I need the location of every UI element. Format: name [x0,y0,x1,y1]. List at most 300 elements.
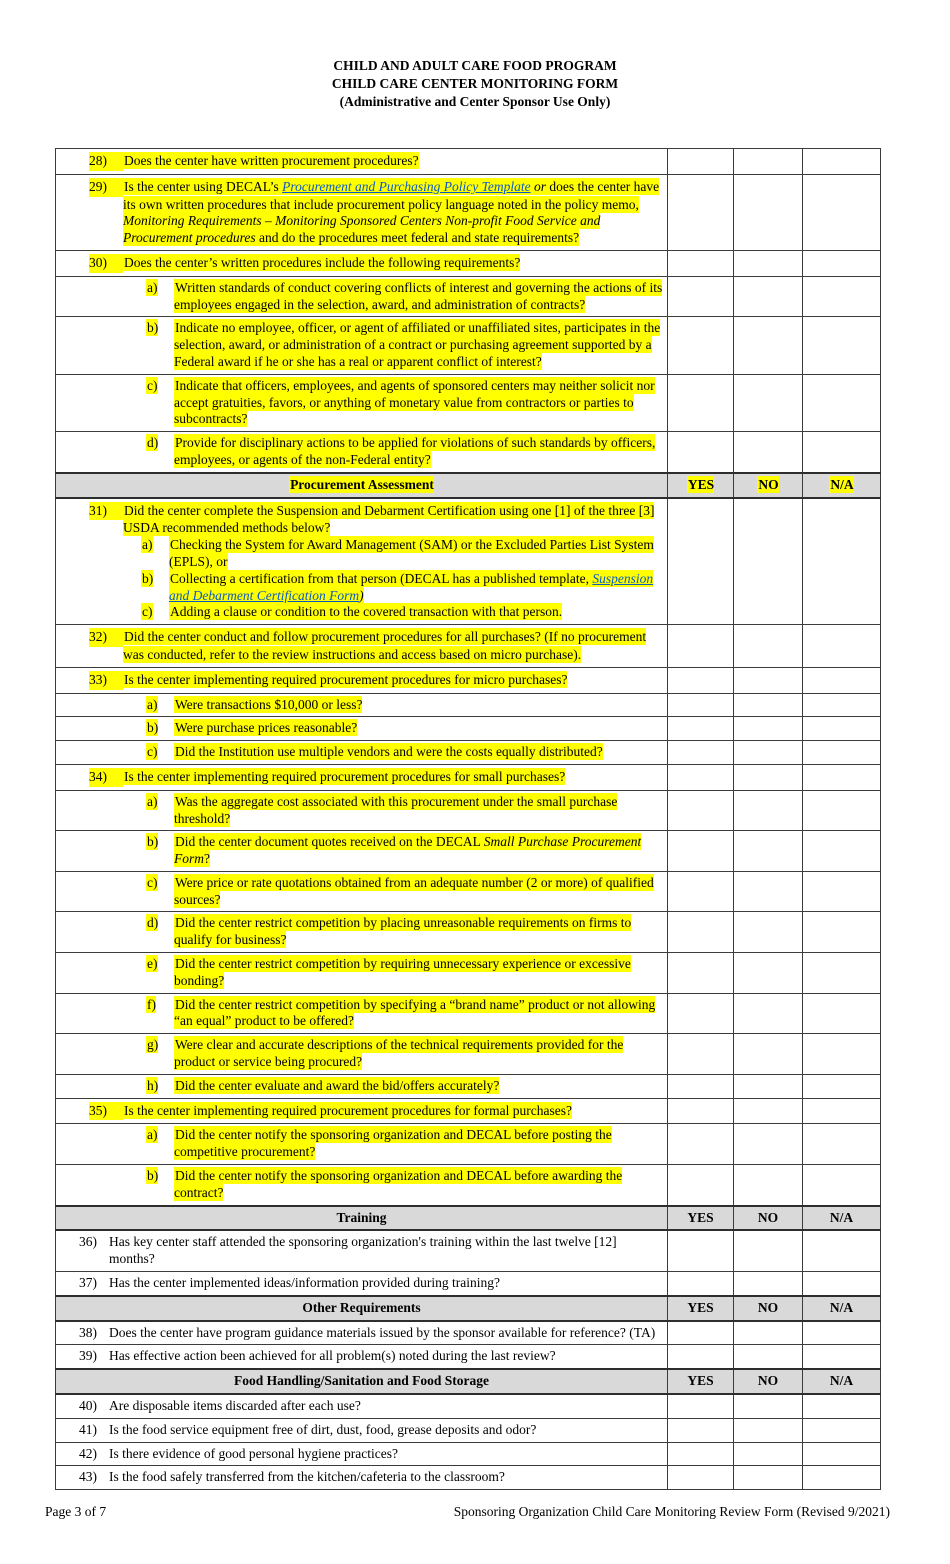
answer-cell-na [803,993,881,1034]
item-number: a) [142,537,153,553]
question-text-segment: Were purchase prices reasonable? [175,720,358,736]
question-cell [56,1074,668,1098]
question-text-segment: does the center have its own written procedures that include procurement policy language noted in the policy memo, [123,178,660,212]
table-row [56,667,881,693]
item-number: 40) [79,1398,97,1414]
answer-column-header-no: NO [734,1369,803,1394]
table-row [56,317,881,374]
question-text-segment: or [533,178,546,194]
question-text [174,996,655,1030]
question-text [109,1469,505,1484]
section-title-cell [56,1369,668,1394]
answer-cell-no [734,276,803,317]
item-number: 36) [79,1234,97,1250]
item-number: 39) [79,1348,97,1364]
table-row [56,764,881,790]
item-number: b) [147,834,159,850]
question-text-segment: Written standards of conduct covering conflicts of interest and governing the actions of its employees engaged in the selection, award, and administration of contracts? [174,279,663,312]
question-text [109,1348,556,1363]
answer-cell-yes [668,498,734,625]
question-text [123,178,659,246]
item-number: d) [147,915,159,931]
answer-cell-yes [668,250,734,276]
question-text-segment: Indicate no employee, officer, or agent of affiliated or unaffiliated sites, participates in the selection, award, or administration of a contract or purchasing agreement supported by a Federal award if he or she has a real or apparent conflict of interest? [174,320,661,369]
answer-cell-yes [668,717,734,741]
table-row [56,1466,881,1490]
answer-cell-yes [668,1442,734,1466]
question-text-segment: Is the center implementing required procurement procedures for micro purchases? [124,671,568,687]
question-cell [56,1321,668,1345]
question-line [61,997,663,1031]
answer-cell-na [803,717,881,741]
table-row [56,693,881,717]
question-text [174,696,362,713]
question-cell [56,1466,668,1490]
question-line [61,1037,663,1071]
answer-column-header-na: N/A [803,1296,881,1321]
question-text [174,1167,622,1201]
item-number: d) [147,435,159,451]
footer-form-name: Sponsoring Organization Child Care Monitoring Review Form (Revised 9/2021) [453,1504,890,1520]
question-line [61,378,663,428]
question-text [123,254,520,271]
answer-cell-no [734,250,803,276]
answer-cell-na [803,1321,881,1345]
answer-cell-yes [668,1074,734,1098]
answer-cell-na [803,871,881,912]
hyperlink[interactable]: Procurement and Purchasing Policy Template [282,178,531,194]
question-text-segment: Did the center restrict competition by specifying a “brand name” product or not allowing “an equal” product to be offered? [174,996,656,1029]
question-line [61,1422,663,1439]
question-cell [56,1124,668,1165]
question-line [61,320,663,370]
question-text-segment: Does the center’s written procedures include the following requirements? [124,254,521,270]
question-cell [56,1098,668,1124]
answer-column-header-yes: YES [668,1206,734,1231]
answer-cell-yes [668,741,734,765]
question-text [174,743,603,760]
question-text [123,628,646,663]
item-number: c) [147,874,158,890]
question-cell [56,831,668,872]
item-number: f) [147,996,156,1012]
table-row [56,741,881,765]
answer-cell-yes [668,276,734,317]
answer-cell-no [734,1442,803,1466]
question-cell [56,1442,668,1466]
question-text-segment: Is the center implementing required procurement procedures for small purchases? [124,768,566,784]
answer-cell-no [734,993,803,1034]
table-row [56,432,881,473]
table-row [56,374,881,431]
table-row [56,1034,881,1075]
form-table-body [56,149,881,1490]
section-title: Other Requirements [302,1299,421,1315]
question-cell [56,1272,668,1296]
answer-cell-no [734,374,803,431]
question-cell [56,317,668,374]
question-text-segment: Indicate that officers, employees, and agents of sponsored centers may neither solicit nor accept gratuities, favors, or anything of monetary value from contractors or parties to subcontracts? [174,377,655,427]
question-text-segment: Was the aggregate cost associated with this procurement under the small purchase threshold? [174,793,618,826]
item-number: b) [147,720,159,736]
question-cell [56,1345,668,1369]
question-text [109,1446,398,1461]
table-row [56,1074,881,1098]
answer-cell-yes [668,149,734,175]
answer-cell-yes [668,432,734,473]
question-text [174,955,631,989]
question-text-segment: Is there evidence of good personal hygiene practices? [109,1445,398,1461]
table-row [56,1442,881,1466]
question-cell [56,432,668,473]
table-row [56,1345,881,1369]
answer-cell-no [734,625,803,668]
answer-cell-na [803,250,881,276]
answer-cell-no [734,912,803,953]
hyperlink[interactable]: Suspension and Debarment Certification Form [169,570,654,603]
section-title: Training [336,1209,387,1225]
answer-cell-na [803,317,881,374]
answer-cell-na [803,1165,881,1206]
section-header-row [56,473,881,498]
item-number: 32) [89,628,123,647]
answer-cell-na [803,667,881,693]
table-row [56,250,881,276]
table-row [56,831,881,872]
question-line [61,1325,663,1342]
question-text [174,279,662,313]
question-text-segment: Is the center using DECAL’s [124,178,283,194]
answer-cell-no [734,174,803,250]
question-text [123,502,654,537]
question-text-segment: ? [204,851,210,867]
question-cell [56,953,668,994]
question-text [174,833,641,867]
answer-cell-na [803,741,881,765]
answer-cell-na [803,276,881,317]
table-row [56,790,881,831]
question-line [61,1348,663,1365]
answer-cell-yes [668,667,734,693]
answer-cell-no [734,693,803,717]
question-text-segment: Were transactions $10,000 or less? [175,696,363,712]
answer-cell-no [734,1230,803,1271]
question-cell [56,1034,668,1075]
answer-cell-no [734,149,803,175]
question-cell [56,717,668,741]
item-number: e) [147,956,158,972]
question-line [61,280,663,314]
item-number: c) [142,604,153,620]
question-cell [56,149,668,175]
answer-cell-yes [668,1165,734,1206]
question-text [174,914,631,948]
answer-cell-yes [668,831,734,872]
question-cell [56,374,668,431]
answer-cell-no [734,1165,803,1206]
question-cell [56,764,668,790]
question-line [61,834,663,868]
question-text-segment: Has the center implemented ideas/information provided during training? [109,1275,501,1291]
question-text-segment: Collecting a certification from that person (DECAL has a published template, [170,570,593,586]
question-text-segment: Did the center conduct and follow procurement procedures for all purchases? (If no procurement was conducted, refer to the review instructions and access based on micro purchase). [123,629,647,662]
item-number: 31) [89,502,123,521]
section-title-cell [56,473,668,498]
question-text [169,603,562,620]
question-line [61,152,663,171]
item-number: 43) [79,1469,97,1485]
page-footer [45,1504,890,1520]
answer-cell-yes [668,625,734,668]
question-text [174,719,357,736]
table-row [56,1394,881,1418]
question-text-segment: Were price or rate quotations obtained from an adequate number (2 or more) of qualified sources? [174,874,654,907]
question-text-segment: ) [359,587,364,603]
question-text-segment: Did the center complete the Suspension and Debarment Certification using one [1] of the three [3] USDA recommended methods below? [123,502,655,536]
question-line [61,537,663,571]
question-cell [56,1418,668,1442]
answer-cell-na [803,174,881,250]
question-text [109,1325,655,1340]
answer-cell-yes [668,912,734,953]
answer-cell-na [803,693,881,717]
question-text-segment: Small Purchase Procurement Form [174,834,642,867]
table-row [56,1230,881,1271]
question-text-segment: Adding a clause or condition to the covered transaction with that person. [170,604,563,620]
answer-cell-na [803,625,881,668]
question-line [61,435,663,469]
question-line [61,1127,663,1161]
question-text [123,671,567,688]
table-row [56,1098,881,1124]
question-line [61,768,663,787]
question-text [123,1102,572,1119]
answer-cell-yes [668,1124,734,1165]
answer-cell-na [803,1466,881,1490]
answer-cell-na [803,790,881,831]
program-title: CHILD AND ADULT CARE FOOD PROGRAM [333,58,617,73]
question-text [123,768,565,785]
form-title: CHILD CARE CENTER MONITORING FORM [331,76,619,91]
question-line [61,571,663,605]
question-text [174,793,617,827]
question-text-segment: Is the food service equipment free of dirt, dust, food, grease deposits and odor? [109,1421,537,1437]
answer-cell-no [734,1034,803,1075]
question-text [174,1126,612,1160]
answer-cell-na [803,1124,881,1165]
question-line [61,1102,663,1121]
question-text-segment: Are disposable items discarded after each use? [109,1398,361,1414]
answer-cell-yes [668,1272,734,1296]
section-title-cell [56,1296,668,1321]
item-number: 33) [89,671,123,690]
question-cell [56,693,668,717]
question-text-segment: and do the procedures meet federal and state requirements? [255,230,580,246]
form-subtitle: (Administrative and Center Sponsor Use Only) [339,94,611,109]
item-number: c) [147,744,158,760]
answer-column-header-yes: YES [668,1296,734,1321]
answer-cell-na [803,764,881,790]
question-cell [56,498,668,625]
item-number: b) [147,320,159,336]
item-number: a) [147,793,158,809]
page-number: Page 3 of 7 [45,1504,107,1520]
question-line [61,671,663,690]
item-number: 29) [89,178,123,197]
answer-cell-no [734,790,803,831]
answer-cell-na [803,374,881,431]
answer-cell-yes [668,1394,734,1418]
answer-cell-na [803,1442,881,1466]
question-line [61,1168,663,1202]
question-cell [56,250,668,276]
question-cell [56,276,668,317]
answer-cell-yes [668,1230,734,1271]
question-text-segment: Checking the System for Award Management (SAM) or the Excluded Parties List System (EPLS), or [169,537,654,569]
question-line [61,875,663,909]
answer-cell-no [734,667,803,693]
question-text [109,1275,500,1290]
table-row [56,276,881,317]
question-line [61,915,663,949]
answer-cell-no [734,1418,803,1442]
item-number: 37) [79,1275,97,1291]
question-cell [56,625,668,668]
item-number: 28) [89,152,123,171]
answer-cell-na [803,1394,881,1418]
section-title: Food Handling/Sanitation and Food Storage [233,1373,490,1389]
answer-cell-no [734,1345,803,1369]
answer-cell-yes [668,174,734,250]
section-header-row [56,1369,881,1394]
answer-cell-na [803,432,881,473]
answer-cell-na [803,149,881,175]
item-number: g) [147,1037,159,1053]
question-cell [56,1165,668,1206]
answer-cell-yes [668,693,734,717]
answer-cell-no [734,1074,803,1098]
question-line [61,502,663,538]
answer-cell-no [734,717,803,741]
answer-cell-no [734,831,803,872]
answer-cell-yes [668,764,734,790]
answer-column-header-na: N/A [803,1369,881,1394]
question-text [174,377,655,428]
table-row [56,1418,881,1442]
question-cell [56,174,668,250]
answer-column-header-yes: YES [668,473,734,498]
answer-cell-yes [668,374,734,431]
question-cell [56,871,668,912]
answer-cell-na [803,1098,881,1124]
answer-column-header-no: NO [734,1296,803,1321]
answer-cell-no [734,1124,803,1165]
table-row [56,1321,881,1345]
question-line [61,628,663,664]
table-row [56,149,881,175]
table-row [56,625,881,668]
question-text-segment: Did the center notify the sponsoring organization and DECAL before awarding the contract? [174,1168,623,1200]
question-line [61,604,663,621]
answer-column-header-na: N/A [803,1206,881,1231]
answer-cell-yes [668,953,734,994]
answer-cell-na [803,1418,881,1442]
item-number: b) [147,1168,159,1184]
answer-cell-yes [668,1098,734,1124]
question-line [61,697,663,714]
table-row [56,993,881,1034]
item-number: c) [147,377,158,393]
table-row [56,174,881,250]
question-cell [56,667,668,693]
answer-cell-yes [668,1345,734,1369]
question-line [61,956,663,990]
question-line [61,794,663,828]
question-text-segment: Is the center implementing required procurement procedures for formal purchases? [124,1102,572,1118]
question-text [174,1077,499,1094]
answer-cell-yes [668,317,734,374]
answer-cell-no [734,317,803,374]
question-text [109,1234,617,1266]
monitoring-form-table [55,148,881,1490]
question-text-segment: Monitoring Requirements – Monitoring Sponsored Centers Non-profit Food Service and Procurement procedures [123,213,601,246]
item-number: a) [147,1127,158,1143]
answer-cell-no [734,432,803,473]
question-text-segment: Does the center have program guidance materials issued by the sponsor available for reference? (TA) [109,1324,656,1340]
question-line [61,1446,663,1463]
answer-cell-na [803,1230,881,1271]
table-row [56,1165,881,1206]
question-text-segment: Provide for disciplinary actions to be applied for violations of such standards by officers, employees, or agents of the non-Federal entity? [174,435,656,467]
question-cell [56,1230,668,1271]
answer-cell-no [734,1466,803,1490]
answer-cell-no [734,1394,803,1418]
question-text [169,570,653,604]
question-line [61,1275,663,1292]
answer-cell-na [803,1272,881,1296]
answer-cell-no [734,953,803,994]
document-title-block [0,0,950,111]
question-line [61,720,663,737]
question-text-segment: Did the center notify the sponsoring organization and DECAL before posting the competitive procurement? [174,1127,612,1160]
answer-cell-no [734,1321,803,1345]
item-number: a) [147,279,158,295]
question-text-segment: Has key center staff attended the sponsoring organization's training within the last twelve [12] months? [109,1234,617,1267]
answer-column-header-no: NO [734,1206,803,1231]
item-number: h) [147,1077,159,1093]
table-row [56,1272,881,1296]
answer-column-header-na: N/A [803,473,881,498]
table-row [56,912,881,953]
question-text [174,319,660,370]
section-header-row [56,1206,881,1231]
question-text-segment: Did the center restrict competition by requiring unnecessary experience or excessive bonding? [174,956,631,988]
answer-cell-yes [668,1466,734,1490]
answer-cell-no [734,741,803,765]
answer-cell-yes [668,790,734,831]
answer-cell-na [803,953,881,994]
table-row [56,717,881,741]
answer-cell-yes [668,1418,734,1442]
question-text-segment: Did the center evaluate and award the bid/offers accurately? [175,1077,500,1093]
question-text-segment: Does the center have written procurement procedures? [124,153,419,168]
section-title-cell [56,1206,668,1231]
item-number: b) [142,570,154,586]
question-line [61,1234,663,1268]
answer-cell-na [803,1074,881,1098]
question-text-segment: Were clear and accurate descriptions of the technical requirements provided for the product or service being procured? [174,1037,624,1070]
item-number: a) [147,696,158,712]
